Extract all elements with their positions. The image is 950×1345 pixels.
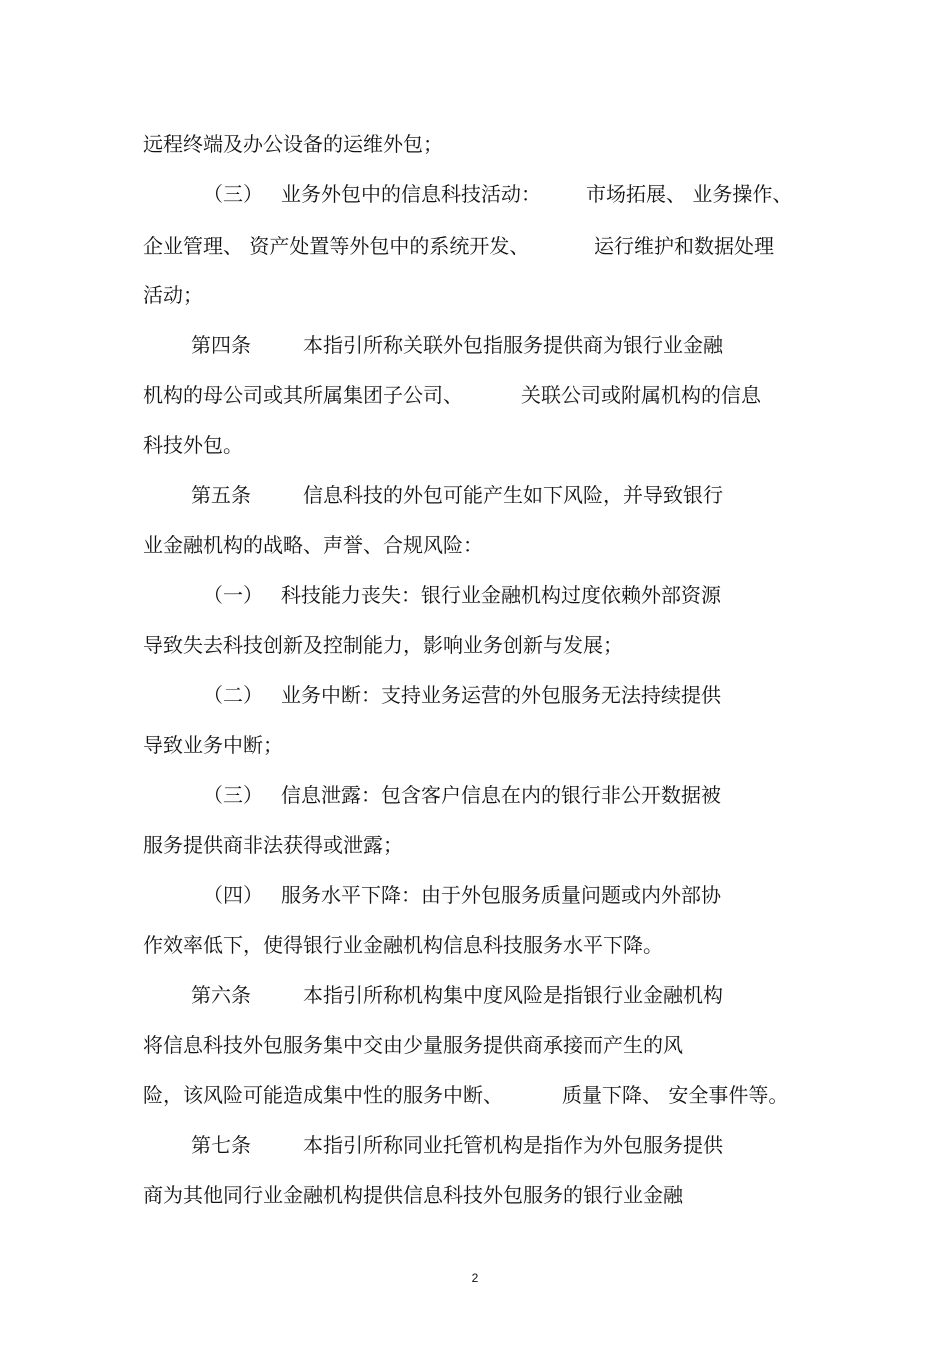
text-segment: 运行维护和数据处理	[594, 234, 774, 258]
text-segment: 业务中断：支持业务运营的外包服务无法持续提供	[281, 683, 721, 707]
text-line	[0, 229, 950, 263]
text-segment: 本指引所称机构集中度风险是指银行业金融机构	[303, 983, 723, 1007]
text-line	[0, 177, 950, 211]
text-segment: 信息泄露：包含客户信息在内的银行非公开数据被	[281, 783, 721, 807]
text-line	[0, 628, 950, 662]
text-line	[0, 778, 950, 812]
text-line	[0, 478, 950, 512]
text-line	[0, 127, 950, 161]
text-line	[0, 528, 950, 562]
text-segment: 远程终端及办公设备的运维外包；	[143, 132, 443, 156]
text-segment: （三）	[203, 182, 263, 206]
text-segment: 服务水平下降：由于外包服务质量问题或内外部协	[281, 883, 721, 907]
page-number: 2	[471, 1271, 479, 1285]
text-segment: 关联公司或附属机构的信息	[521, 383, 761, 407]
text-segment: 活动；	[143, 283, 203, 307]
text-line	[0, 1128, 950, 1162]
text-segment: 导致业务中断；	[143, 733, 283, 757]
text-segment: 第五条	[191, 483, 251, 507]
text-segment: 本指引所称同业托管机构是指作为外包服务提供	[303, 1133, 723, 1157]
text-segment: （四）	[203, 883, 263, 907]
text-line	[0, 928, 950, 962]
text-segment: 企业管理、 资产处置等外包中的系统开发、	[143, 234, 530, 258]
text-segment: （三）	[203, 783, 263, 807]
text-line	[0, 1178, 950, 1212]
text-segment: 险，该风险可能造成集中性的服务中断、	[143, 1083, 503, 1107]
text-line	[0, 828, 950, 862]
text-segment: 科技外包。	[143, 433, 243, 457]
text-line	[0, 428, 950, 462]
text-segment: （一）	[203, 583, 263, 607]
text-segment: 信息科技的外包可能产生如下风险，并导致银行	[303, 483, 723, 507]
text-segment: 第四条	[191, 333, 251, 357]
text-segment: 将信息科技外包服务集中交由少量服务提供商承接而产生的风	[143, 1033, 683, 1057]
text-segment: 市场拓展、 业务操作、	[586, 182, 793, 206]
text-line	[0, 578, 950, 612]
text-segment: 机构的母公司或其所属集团子公司、	[143, 383, 463, 407]
text-segment: 作效率低下，使得银行业金融机构信息科技服务水平下降。	[143, 933, 663, 957]
text-line	[0, 728, 950, 762]
text-segment: （二）	[203, 683, 263, 707]
text-line	[0, 678, 950, 712]
text-segment: 质量下降、 安全事件等。	[562, 1083, 789, 1107]
text-line	[0, 1078, 950, 1112]
text-line	[0, 878, 950, 912]
text-line	[0, 1028, 950, 1062]
text-line	[0, 378, 950, 412]
text-segment: 导致失去科技创新及控制能力，影响业务创新与发展；	[143, 633, 623, 657]
text-line	[0, 328, 950, 362]
text-segment: 第六条	[191, 983, 251, 1007]
text-segment: 业金融机构的战略、声誉、合规风险：	[143, 533, 483, 557]
text-segment: 服务提供商非法获得或泄露；	[143, 833, 403, 857]
text-line	[0, 978, 950, 1012]
text-segment: 本指引所称关联外包指服务提供商为银行业金融	[303, 333, 723, 357]
text-segment: 商为其他同行业金融机构提供信息科技外包服务的银行业金融	[143, 1183, 683, 1207]
text-line	[0, 278, 950, 312]
text-segment: 科技能力丧失：银行业金融机构过度依赖外部资源	[281, 583, 721, 607]
text-segment: 业务外包中的信息科技活动：	[281, 182, 541, 206]
text-segment: 第七条	[191, 1133, 251, 1157]
